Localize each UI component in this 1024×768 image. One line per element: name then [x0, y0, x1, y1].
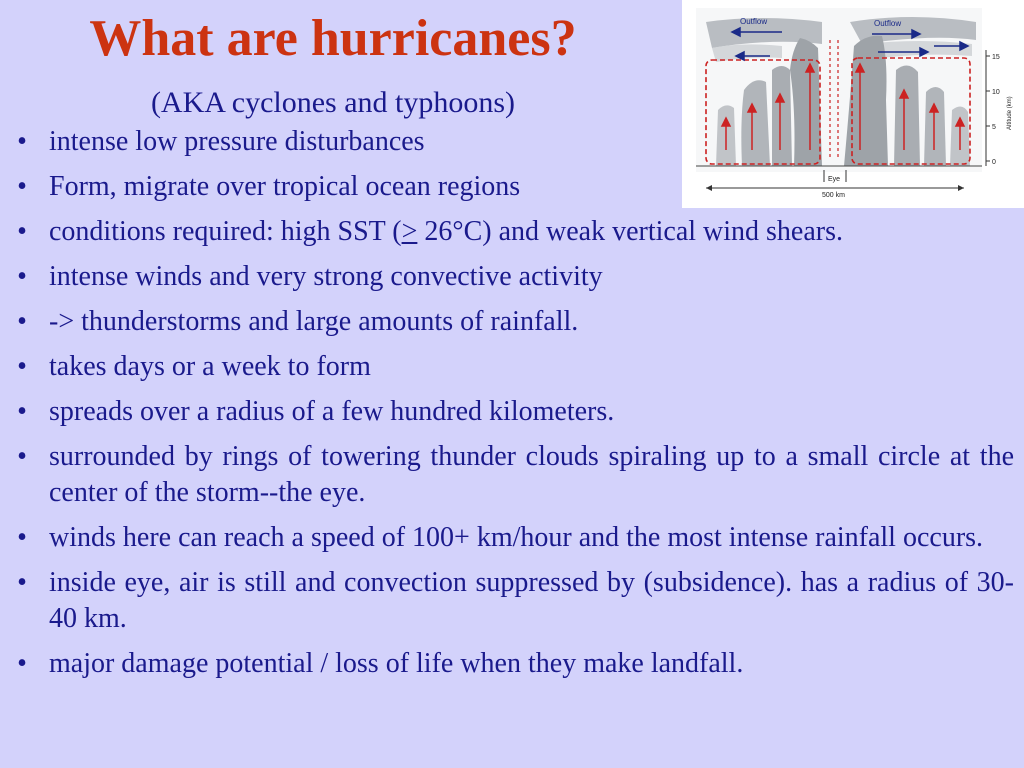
bullet-dot: • — [17, 396, 27, 427]
bullet-text: Form, migrate over tropical ocean regions — [49, 171, 521, 202]
outflow-label-left: Outflow — [740, 17, 768, 26]
bullet-item — [12, 304, 1014, 340]
bullet-dot: • — [17, 261, 27, 292]
greater-equal-symbol: > — [401, 216, 418, 247]
altitude-tick-10: 10 — [992, 89, 1000, 96]
eye-label: Eye — [828, 176, 841, 183]
bullet-dot: • — [17, 171, 27, 202]
bullet-dot: • — [17, 648, 27, 679]
bullet-text-conditions-before: conditions required: high SST ( — [49, 216, 402, 247]
bullet-item — [12, 124, 669, 160]
scale-label: 500 km — [822, 192, 845, 199]
bullet-list — [12, 124, 1014, 691]
bullet-dot: • — [17, 126, 27, 157]
altitude-tick-5: 5 — [992, 124, 996, 131]
bullet-text: spreads over a radius of a few hundred kilometers. — [49, 396, 615, 427]
bullet-dot: • — [17, 306, 27, 337]
bullet-text: inside eye, air is still and convection suppressed by (subsidence). has a radius of 30-40 km. — [49, 567, 1014, 634]
bullet-item — [12, 259, 1014, 295]
bullet-item — [12, 565, 1014, 637]
bullet-text: intense winds and very strong convective activity — [49, 261, 603, 292]
bullet-dot: • — [17, 522, 27, 553]
bullet-text: major damage potential / loss of life when they make landfall. — [49, 648, 744, 679]
bullet-dot: • — [17, 351, 27, 382]
bullet-item — [12, 169, 669, 205]
bullet-item — [12, 439, 1014, 511]
bullet-text: intense low pressure disturbances — [49, 126, 425, 157]
bullet-item — [12, 214, 1014, 250]
bullet-text: surrounded by rings of towering thunder clouds spiraling up to a small circle at the center of the storm--the eye. — [49, 441, 1014, 508]
slide-subtitle: (AKA cyclones and typhoons) — [150, 86, 516, 119]
bullet-dot: • — [17, 216, 27, 247]
bullet-item — [12, 646, 1014, 682]
altitude-tick-15: 15 — [992, 54, 1000, 61]
altitude-axis-label: Altitude (km) — [1007, 96, 1013, 130]
outflow-label-right: Outflow — [874, 19, 902, 28]
bullet-text: takes days or a week to form — [49, 351, 371, 382]
slide-title: What are hurricanes? — [89, 10, 577, 67]
bullet-item — [12, 349, 1014, 385]
bullet-item — [12, 520, 1014, 556]
altitude-tick-0: 0 — [992, 159, 996, 166]
bullet-text-conditions-after: 26°C) and weak vertical wind shears. — [417, 216, 843, 247]
bullet-item — [12, 394, 1014, 430]
bullet-dot: • — [17, 567, 27, 598]
bullet-text: -> thunderstorms and large amounts of rainfall. — [49, 306, 579, 337]
bullet-text-conditions — [49, 216, 843, 247]
bullet-text: winds here can reach a speed of 100+ km/hour and the most intense rainfall occurs. — [49, 522, 984, 553]
bullet-dot: • — [17, 441, 27, 472]
